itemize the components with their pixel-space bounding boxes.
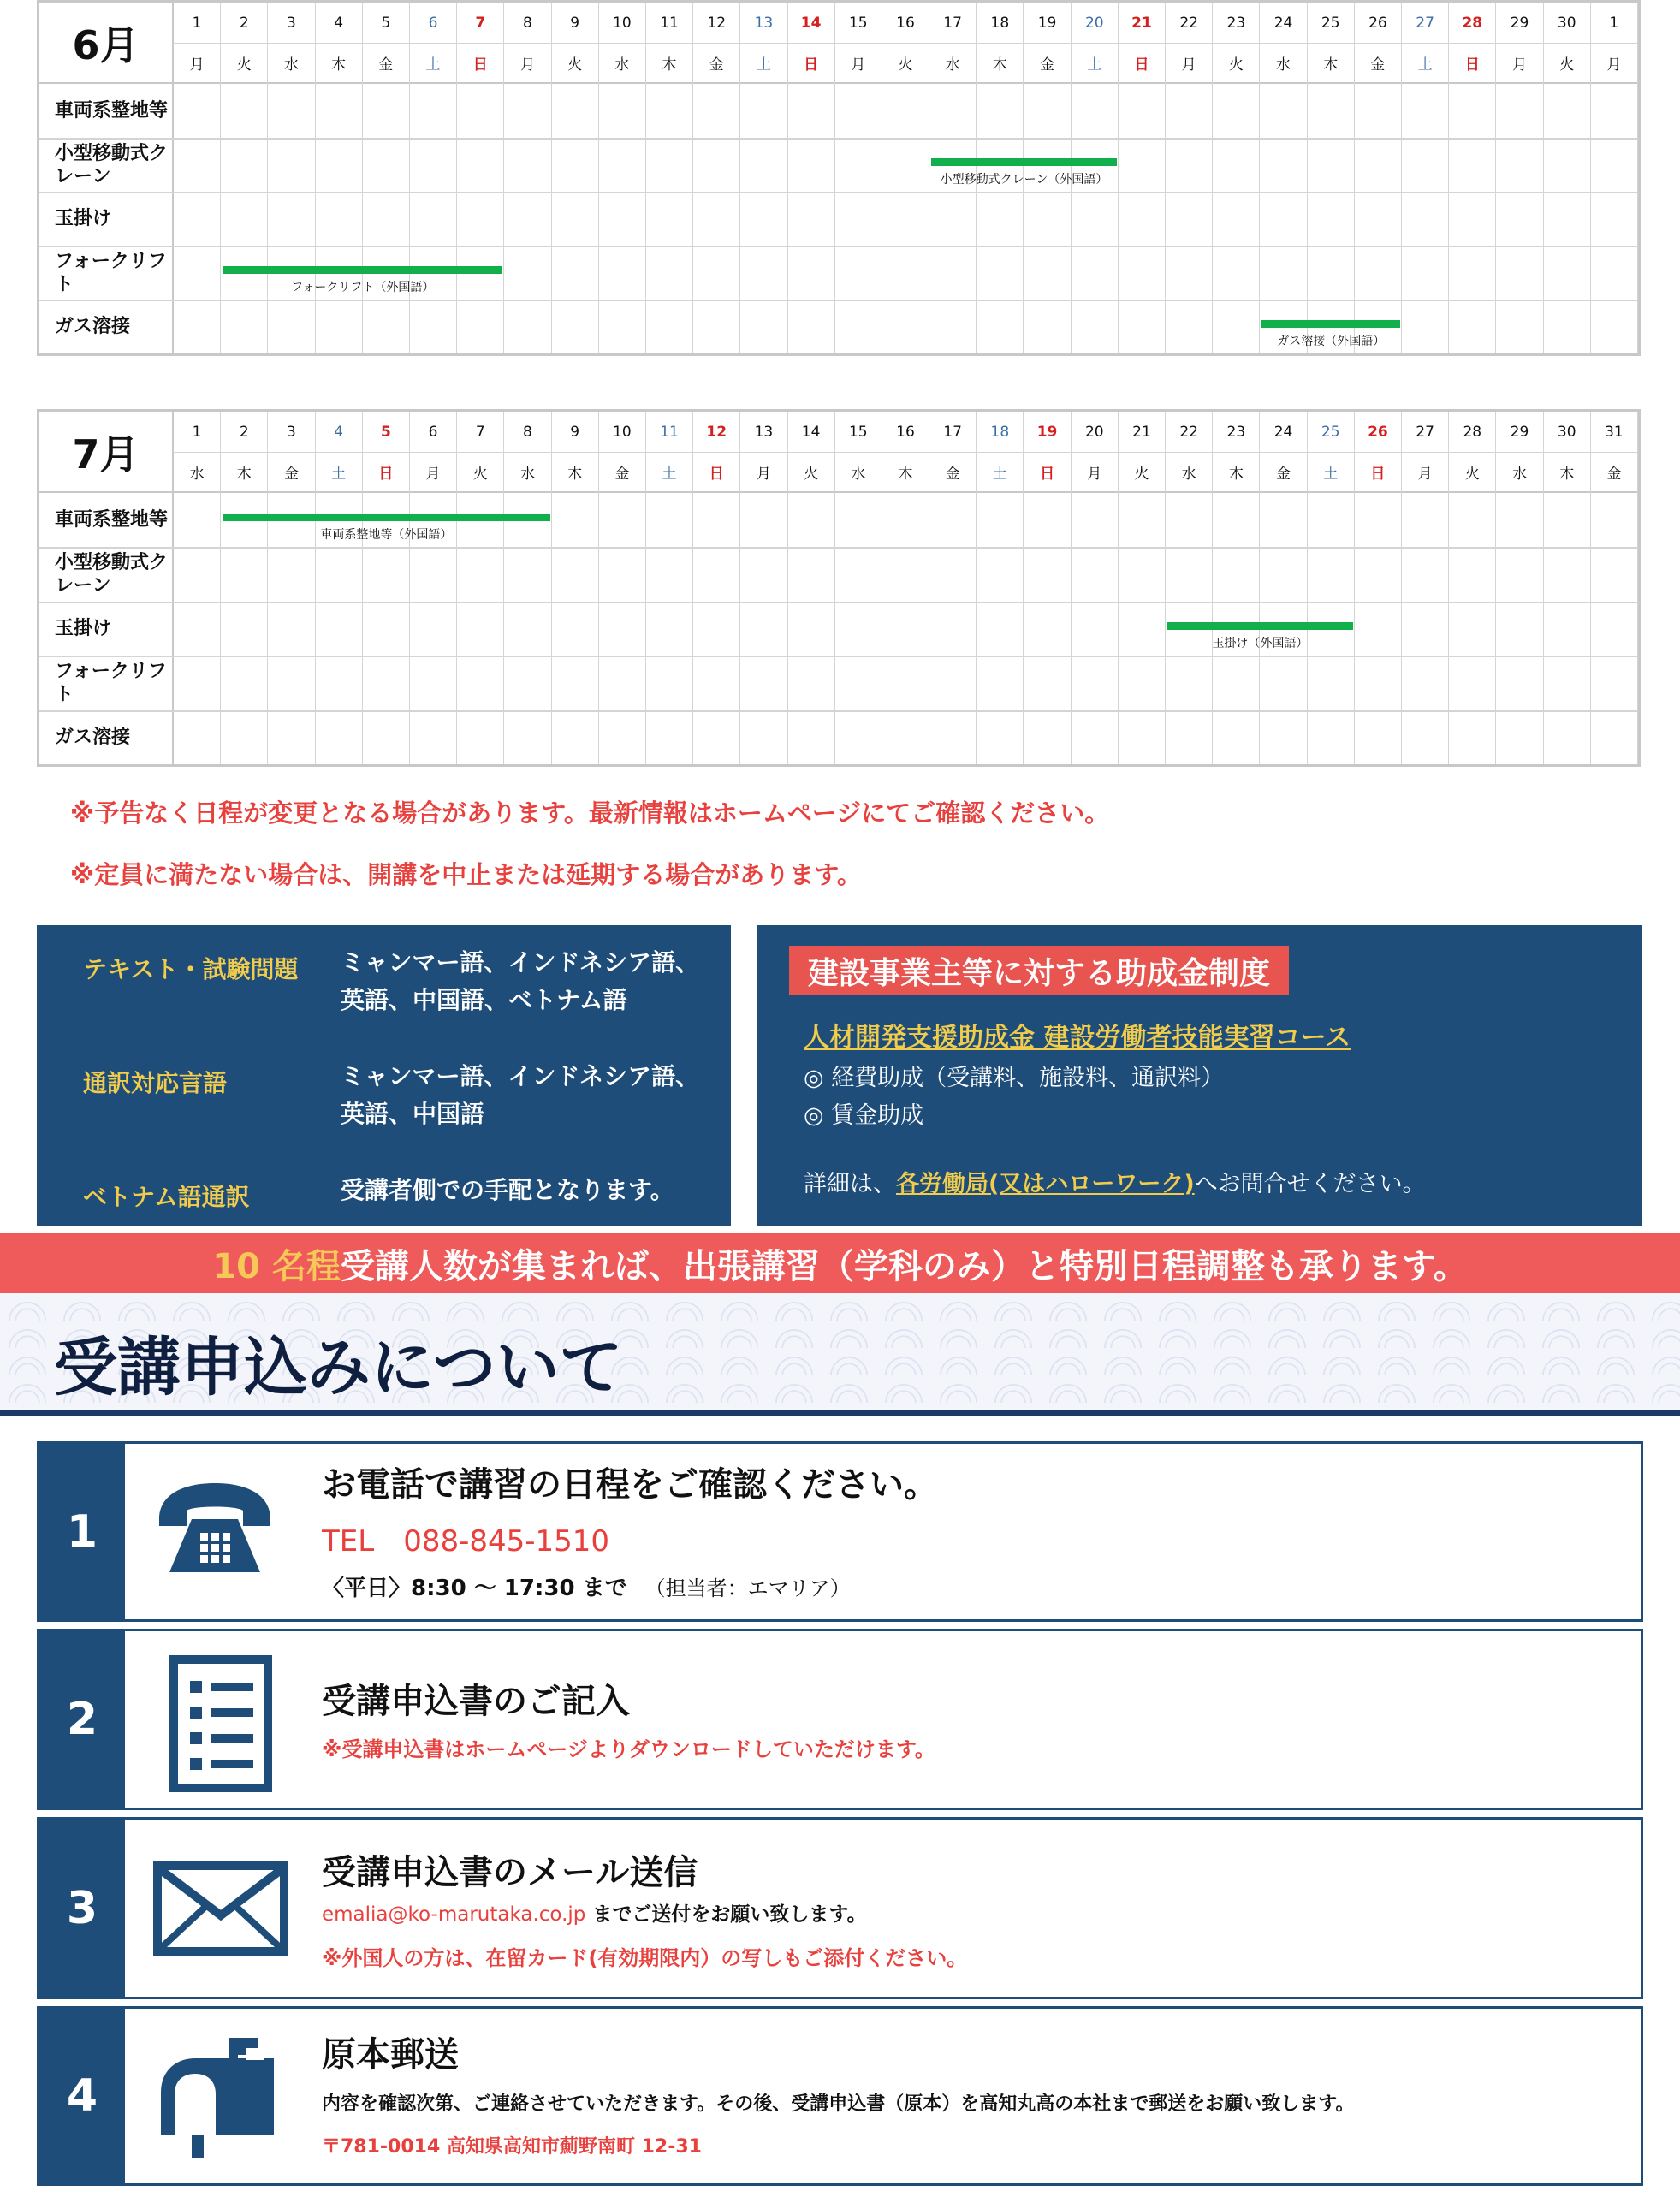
subsidy-title: 建設事業主等に対する助成金制度 (789, 946, 1289, 995)
subsidy-item-wage: ◎ 賃金助成 (804, 1102, 924, 1129)
step-title: 受講申込書のメール送信 (322, 1853, 698, 1892)
day-number: 17 (929, 3, 976, 44)
vietnamese-note: 受講者側での手配となります。 (341, 1176, 674, 1204)
weekday: 木 (1544, 453, 1590, 493)
weekday: 金 (1024, 44, 1070, 84)
day-number: 27 (1402, 3, 1448, 44)
weekday: 日 (1024, 453, 1070, 493)
day-number: 1 (174, 412, 220, 453)
weekday: 土 (1072, 44, 1118, 84)
mailing-instruction: 内容を確認次第、ご連絡させていただきます。その後、受講申込書（原本）を高知丸高の本社まで郵送をお願い致します。 (322, 2093, 1355, 2115)
course-row-label: ガス溶接 (39, 710, 174, 764)
step-number: 3 (39, 1820, 125, 1997)
course-schedule-bar[interactable] (1261, 320, 1400, 328)
step-title: お電話で講習の日程をご確認ください。 (322, 1465, 938, 1505)
weekday: 火 (788, 453, 834, 493)
weekday: 土 (1308, 453, 1354, 493)
weekday: 土 (740, 44, 787, 84)
day-number: 14 (788, 412, 834, 453)
weekday: 水 (504, 453, 550, 493)
day-number: 8 (504, 412, 550, 453)
course-row-label: ガス溶接 (39, 300, 174, 353)
weekday: 土 (646, 453, 692, 493)
day-number: 16 (882, 3, 929, 44)
course-row-label: 小型移動式クレーン (39, 547, 174, 601)
course-schedule-bar[interactable] (1167, 622, 1353, 630)
day-number: 18 (977, 412, 1023, 453)
day-number: 2 (221, 412, 267, 453)
weekday: 木 (316, 44, 362, 84)
banner-text: 受講人数が集まれば、出張講習（学科のみ）と特別日程調整も承ります。 (340, 1246, 1468, 1286)
course-schedule-bar[interactable] (223, 514, 549, 521)
day-number: 20 (1072, 412, 1118, 453)
day-number: 15 (835, 3, 882, 44)
weekday: 金 (1355, 44, 1401, 84)
subsidy-item-expense: ◎ 経費助成（受講料、施設料、通訳料） (804, 1065, 1225, 1091)
row-divider (39, 246, 1638, 247)
weekday: 水 (1166, 453, 1212, 493)
weekday: 火 (552, 44, 598, 84)
weekday: 火 (1213, 44, 1259, 84)
day-number: 18 (977, 3, 1023, 44)
day-number: 4 (316, 412, 362, 453)
weekday: 月 (504, 44, 550, 84)
weekday: 水 (599, 44, 645, 84)
day-number: 23 (1213, 3, 1259, 44)
weekday: 木 (552, 453, 598, 493)
weekday: 月 (1166, 44, 1212, 84)
subsidy-course-link[interactable]: 人材開発支援助成金 建設労働者技能実習コース (804, 1023, 1351, 1053)
course-schedule-bar[interactable] (931, 158, 1117, 166)
day-number: 2 (221, 3, 267, 44)
weekday: 土 (1402, 44, 1448, 84)
row-divider (39, 656, 1638, 657)
tel-number[interactable]: TEL 088-845-1510 (322, 1524, 610, 1559)
june-calendar (37, 0, 1641, 356)
day-number: 16 (882, 412, 929, 453)
course-row-label: 小型移動式クレーン (39, 138, 174, 192)
day-number: 7 (457, 3, 503, 44)
weekday: 日 (1449, 44, 1495, 84)
weekday: 火 (882, 44, 929, 84)
day-number: 29 (1496, 3, 1542, 44)
day-number: 7 (457, 412, 503, 453)
course-row-label: 玉掛け (39, 192, 174, 246)
weekday: 日 (1119, 44, 1165, 84)
day-number: 27 (1402, 412, 1448, 453)
weekday: 水 (1260, 44, 1306, 84)
weekday: 土 (977, 453, 1023, 493)
weekday: 火 (457, 453, 503, 493)
step-title: 原本郵送 (322, 2035, 459, 2075)
weekday: 金 (1591, 453, 1637, 493)
july-calendar (37, 409, 1641, 767)
weekday: 日 (457, 44, 503, 84)
weekday: 木 (1308, 44, 1354, 84)
interpretation-languages: ミャンマー語、インドネシア語、 英語、中国語 (341, 1062, 700, 1128)
day-number: 5 (363, 412, 409, 453)
day-number: 1 (174, 3, 220, 44)
weekday: 日 (788, 44, 834, 84)
weekday: 月 (1496, 44, 1542, 84)
weekday: 火 (1544, 44, 1590, 84)
row-divider (39, 547, 1638, 549)
day-number: 24 (1260, 412, 1306, 453)
day-number: 29 (1496, 412, 1542, 453)
course-row-label: フォークリフト (39, 656, 174, 710)
vietnamese-label: ベトナム語通訳 (83, 1183, 250, 1211)
day-number: 9 (552, 3, 598, 44)
day-number: 30 (1544, 412, 1590, 453)
day-number: 11 (646, 412, 692, 453)
day-number: 3 (268, 412, 314, 453)
day-number: 6 (410, 3, 456, 44)
weekday: 金 (693, 44, 739, 84)
weekday: 土 (316, 453, 362, 493)
day-number: 21 (1119, 3, 1165, 44)
weekday: 火 (1119, 453, 1165, 493)
weekday: 水 (1496, 453, 1542, 493)
day-number: 10 (599, 412, 645, 453)
onsite-course-banner (0, 1233, 1680, 1293)
step-1 (37, 1441, 1643, 1622)
day-number: 31 (1591, 412, 1637, 453)
day-number: 12 (693, 412, 739, 453)
email-address[interactable]: emalia@ko-marutaka.co.jp (322, 1903, 586, 1926)
day-number: 4 (316, 3, 362, 44)
text-exam-label: テキスト・試験問題 (83, 955, 299, 983)
weekday: 日 (693, 453, 739, 493)
step-number: 2 (39, 1631, 125, 1808)
weekday: 日 (363, 453, 409, 493)
day-number: 12 (693, 3, 739, 44)
course-row-label: 車両系整地等 (39, 493, 174, 547)
telephone-icon (151, 1476, 279, 1582)
day-number: 5 (363, 3, 409, 44)
day-number: 21 (1119, 412, 1165, 453)
mailbox-icon (149, 2033, 286, 2164)
weekday: 水 (929, 44, 976, 84)
step-number: 1 (39, 1444, 125, 1619)
day-number: 26 (1355, 3, 1401, 44)
weekday: 木 (882, 453, 929, 493)
weekday: 月 (1591, 44, 1637, 84)
day-number: 11 (646, 3, 692, 44)
day-number: 17 (929, 412, 976, 453)
day-number: 26 (1355, 412, 1401, 453)
weekday: 火 (221, 44, 267, 84)
application-header (0, 1293, 1680, 1416)
row-divider (39, 710, 1638, 712)
day-number: 25 (1308, 412, 1354, 453)
day-number: 13 (740, 3, 787, 44)
weekday: 金 (929, 453, 976, 493)
schedule-change-note: ※予告なく日程が変更となる場合があります。最新情報はホームページにてご確認ください。 (70, 799, 1110, 828)
day-number: 15 (835, 412, 882, 453)
day-number: 20 (1072, 3, 1118, 44)
postal-address: 〒781-0014 高知県高知市薊野南町 12-31 (322, 2136, 702, 2158)
day-number: 23 (1213, 412, 1259, 453)
subsidy-info-box (757, 925, 1642, 1226)
day-number: 9 (552, 412, 598, 453)
day-number: 19 (1024, 412, 1070, 453)
row-divider (39, 602, 1638, 603)
weekday: 金 (363, 44, 409, 84)
course-row-label: 車両系整地等 (39, 84, 174, 138)
capacity-note: ※定員に満たない場合は、開講を中止または延期する場合があります。 (70, 860, 862, 889)
day-number: 24 (1260, 3, 1306, 44)
banner-count: 10 名程 (212, 1246, 341, 1286)
weekday: 月 (835, 44, 882, 84)
step-4 (37, 2006, 1643, 2186)
step-3 (37, 1817, 1643, 1999)
day-number: 1 (1591, 3, 1637, 44)
residence-card-note: ※外国人の方は、在留カード(有効期限内）の写しもご添付ください。 (322, 1946, 968, 1970)
day-number: 10 (599, 3, 645, 44)
weekday: 月 (740, 453, 787, 493)
weekday: 金 (268, 453, 314, 493)
business-hours: 〈平日〉8:30 ～ 17:30 まで （担当者：エマリア） (322, 1576, 851, 1601)
day-number: 3 (268, 3, 314, 44)
text-exam-languages: ミャンマー語、インドネシア語、 英語、中国語、ベトナム語 (341, 948, 700, 1014)
month-label: 6月 (39, 3, 174, 84)
month-label: 7月 (39, 412, 174, 493)
weekday: 水 (268, 44, 314, 84)
form-list-icon (169, 1655, 272, 1796)
weekday: 木 (977, 44, 1023, 84)
course-schedule-label: 車両系整地等（外国語） (320, 528, 453, 543)
weekday: 金 (599, 453, 645, 493)
day-number: 19 (1024, 3, 1070, 44)
course-schedule-label: 玉掛け（外国語） (1212, 636, 1309, 650)
course-schedule-bar[interactable] (223, 266, 502, 274)
day-number: 30 (1544, 3, 1590, 44)
weekday: 水 (835, 453, 882, 493)
row-divider (39, 300, 1638, 301)
weekday: 日 (1355, 453, 1401, 493)
day-number: 8 (504, 3, 550, 44)
weekday: 月 (1402, 453, 1448, 493)
labor-bureau-link[interactable]: 各労働局(又はハローワーク) (896, 1171, 1195, 1197)
weekday: 金 (1260, 453, 1306, 493)
weekday: 水 (174, 453, 220, 493)
day-number: 22 (1166, 3, 1212, 44)
subsidy-detail: 詳細は、各労働局(又はハローワーク)へお問合せください。 (804, 1171, 1426, 1197)
weekday: 土 (410, 44, 456, 84)
day-number: 28 (1449, 3, 1495, 44)
day-number: 14 (788, 3, 834, 44)
weekday: 月 (174, 44, 220, 84)
day-number: 22 (1166, 412, 1212, 453)
day-number: 28 (1449, 412, 1495, 453)
weekday: 火 (1449, 453, 1495, 493)
step-number: 4 (39, 2009, 125, 2183)
download-note: ※受講申込書はホームページよりダウンロードしていただけます。 (322, 1737, 935, 1761)
weekday: 木 (646, 44, 692, 84)
course-schedule-label: 小型移動式クレーン（外国語） (940, 172, 1108, 187)
weekday: 木 (221, 453, 267, 493)
row-divider (39, 138, 1638, 140)
day-number: 25 (1308, 3, 1354, 44)
day-number: 6 (410, 412, 456, 453)
weekday: 月 (410, 453, 456, 493)
row-divider (39, 192, 1638, 193)
course-row-label: 玉掛け (39, 602, 174, 656)
language-info-box (37, 925, 731, 1226)
application-title: 受講申込みについて (54, 1331, 623, 1404)
course-schedule-label: フォークリフト（外国語） (291, 280, 435, 294)
step-title: 受講申込書のご記入 (322, 1682, 630, 1721)
interpretation-label: 通訳対応言語 (83, 1069, 228, 1097)
course-schedule-label: ガス溶接（外国語） (1277, 334, 1386, 348)
header-divider (0, 1410, 1680, 1416)
course-row-label: フォークリフト (39, 246, 174, 300)
step-2 (37, 1629, 1643, 1810)
email-line: emalia@ko-marutaka.co.jp までご送付をお願い致します。 (322, 1903, 867, 1926)
weekday: 月 (1072, 453, 1118, 493)
day-number: 13 (740, 412, 787, 453)
envelope-icon (152, 1861, 289, 1960)
weekday: 木 (1213, 453, 1259, 493)
